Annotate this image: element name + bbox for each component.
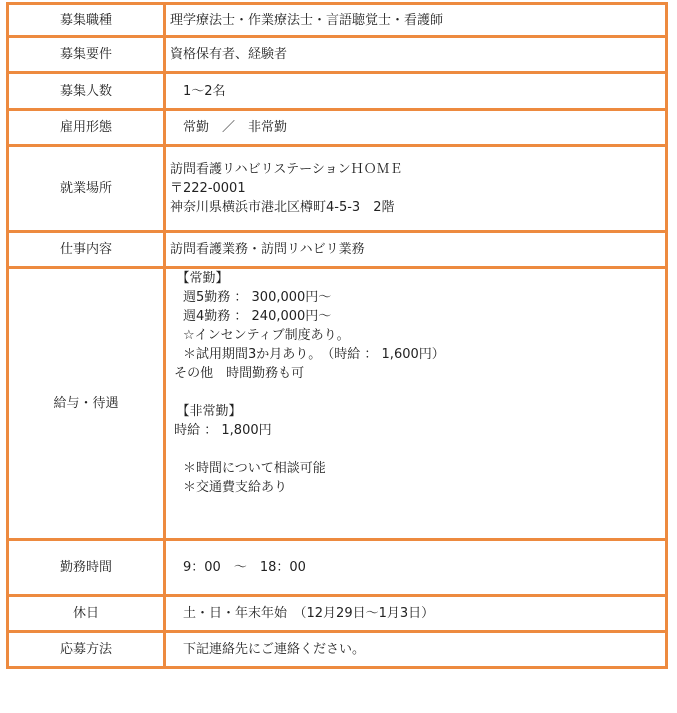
value-hours: 9：00 ～ 18：00 <box>165 540 667 596</box>
row-requirements <box>8 37 667 73</box>
value-holidays: 土・日・年末年始 （12月29日～1月3日） <box>165 596 667 632</box>
row-holidays <box>8 596 667 632</box>
label-work-content: 仕事内容 <box>8 232 165 268</box>
label-holidays: 休日 <box>8 596 165 632</box>
label-requirements: 募集要件 <box>8 37 165 73</box>
row-application <box>8 632 667 668</box>
label-headcount: 募集人数 <box>8 73 165 110</box>
value-requirements: 資格保有者、経験者 <box>165 37 667 73</box>
row-location <box>8 146 667 232</box>
value-job-type: 理学療法士・作業療法士・言語聴覚士・看護師 <box>165 4 667 37</box>
label-employment-type: 雇用形態 <box>8 110 165 146</box>
label-location: 就業場所 <box>8 146 165 232</box>
value-headcount: 1～2名 <box>165 73 667 110</box>
label-salary: 給与・待遇 <box>8 268 165 540</box>
value-work-content: 訪問看護業務・訪問リハビリ業務 <box>165 232 667 268</box>
value-location: 訪問看護リハビリステーションＨＯＭＥ 〒222-0001 神奈川県横浜市港北区樽町4-5-3 2階 <box>165 146 667 232</box>
row-hours <box>8 540 667 596</box>
label-hours: 勤務時間 <box>8 540 165 596</box>
value-salary: 【常勤】 週5勤務 ： 300,000円～ 週4勤務 ： 240,000円～ ☆インセンティブ制度あり。 ＊試用期間3か月あり。 （時給 ： 1,600円） その他 時間勤務も可 【非常勤】 時給 ： 1,800円 ＊時間について相談可能 ＊交通費支給あり <box>165 268 667 540</box>
label-application: 応募方法 <box>8 632 165 668</box>
row-headcount <box>8 73 667 110</box>
label-job-type: 募集職種 <box>8 4 165 37</box>
value-application: 下記連絡先にご連絡ください。 <box>165 632 667 668</box>
row-salary <box>8 268 667 540</box>
row-job-type <box>8 4 667 37</box>
recruitment-table <box>6 2 668 669</box>
row-employment-type <box>8 110 667 146</box>
value-employment-type: 常勤 ／ 非常勤 <box>165 110 667 146</box>
row-work-content <box>8 232 667 268</box>
